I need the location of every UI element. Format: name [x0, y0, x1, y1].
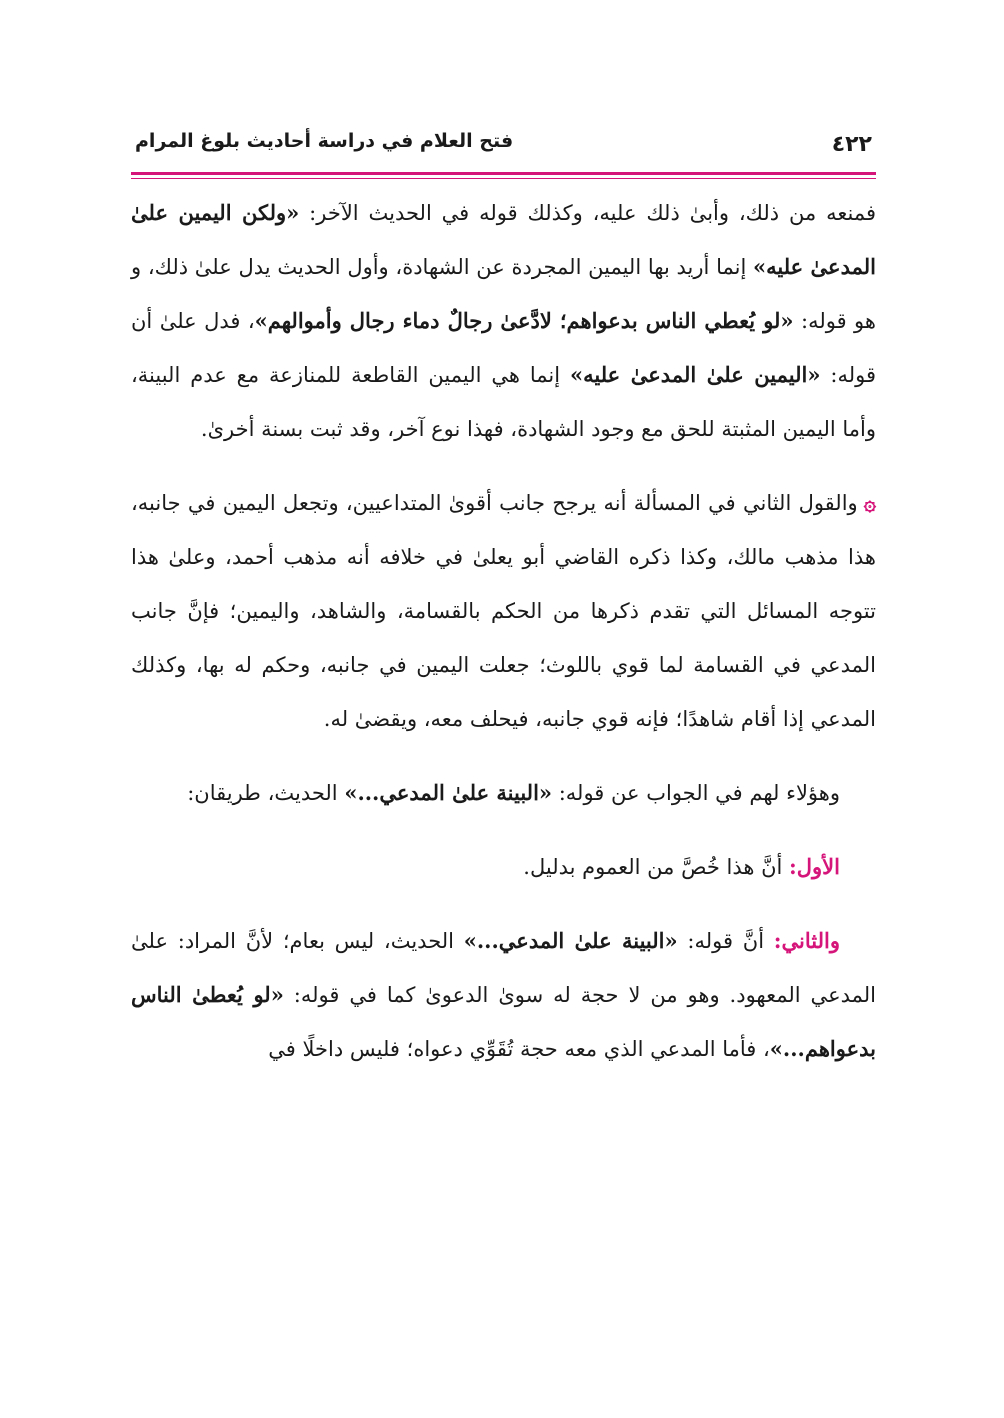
hadith-quote: «ولكن اليمين علىٰ المدعىٰ عليه»	[131, 200, 876, 279]
running-title: فتح العلام في دراسة أحاديث بلوغ المرام	[135, 130, 514, 152]
hadith-quote: «اليمين علىٰ المدعىٰ عليه»	[570, 362, 821, 387]
hadith-quote: «البينة علىٰ المدعي...»	[463, 928, 678, 953]
text-segment: أنَّ قوله:	[677, 929, 774, 953]
text-segment: أنَّ هذا خُصَّ من العموم بدليل.	[523, 855, 790, 879]
paragraph-3	[131, 766, 876, 820]
paragraph-2	[131, 476, 876, 746]
hadith-quote: «لو يُعطي الناس بدعواهم؛ لادَّعىٰ رجالٌ دماء رجال وأموالهم»	[254, 308, 794, 333]
text-segment: الحديث، ليس بعام؛ لأنَّ المراد: علىٰ المدعي المعهود. وهو من لا حجة له سوىٰ الدعوىٰ كما في قوله:	[131, 929, 876, 1007]
page-number: ٤٢٢	[831, 132, 872, 157]
paragraph-1	[131, 186, 876, 456]
body-text	[131, 186, 876, 1096]
paragraph-4	[131, 840, 876, 894]
flower-ornament-icon: ۞	[863, 490, 876, 515]
page-header	[135, 126, 872, 166]
text-segment: إنما هي اليمين القاطعة للمنازعة مع عدم البينة، وأما اليمين المثبتة للحق مع وجود الشهادة، فهذا نوع آخر، وقد ثبت بسنة أخرىٰ.	[131, 363, 876, 441]
hadith-quote: «البينة علىٰ المدعي...»	[344, 780, 553, 805]
text-segment: فمنعه من ذلك، وأبىٰ ذلك عليه، وكذلك قوله في الحديث الآخر:	[299, 201, 877, 225]
hadith-quote: «لو يُعطىٰ الناس بدعواهم...»	[131, 982, 876, 1061]
section-label-second: والثاني:	[773, 928, 840, 953]
header-rule-thick	[131, 172, 876, 175]
paragraph-5	[131, 914, 876, 1076]
text-segment: والقول الثاني في المسألة أنه يرجح جانب أقوىٰ المتداعيين، وتجعل اليمين في جانبه، هذا مذهب مالك، وكذا ذكره القاضي أبو يعلىٰ في خلافه أنه مذهب أحمد، وعلىٰ هذا تتوجه المسائل التي تقدم ذكرها من الحكم بالقسامة، والشاهد، واليمين؛ فإنَّ جانب المدعي في القسامة لما قوي باللوث؛ جعلت اليمين في جانبه، وحكم له بها، وكذلك المدعي إذا أقام شاهدًا؛ فإنه قوي جانبه، فيحلف معه، ويقضىٰ له.	[131, 491, 876, 731]
text-segment: ، فدل علىٰ أن قوله:	[131, 309, 876, 387]
text-segment: ، فأما المدعي الذي معه حجة تُقَوِّي دعواه؛ فليس داخلًا في	[268, 1037, 770, 1061]
section-label-first: الأول:	[789, 854, 840, 879]
text-segment: الحديث، طريقان:	[187, 781, 345, 805]
header-rule-thin	[131, 178, 876, 179]
text-segment: إنما أريد بها اليمين المجردة عن الشهادة، وأول الحديث يدل علىٰ ذلك، و هو قوله:	[131, 255, 876, 333]
text-segment: وهؤلاء لهم في الجواب عن قوله:	[552, 781, 840, 805]
